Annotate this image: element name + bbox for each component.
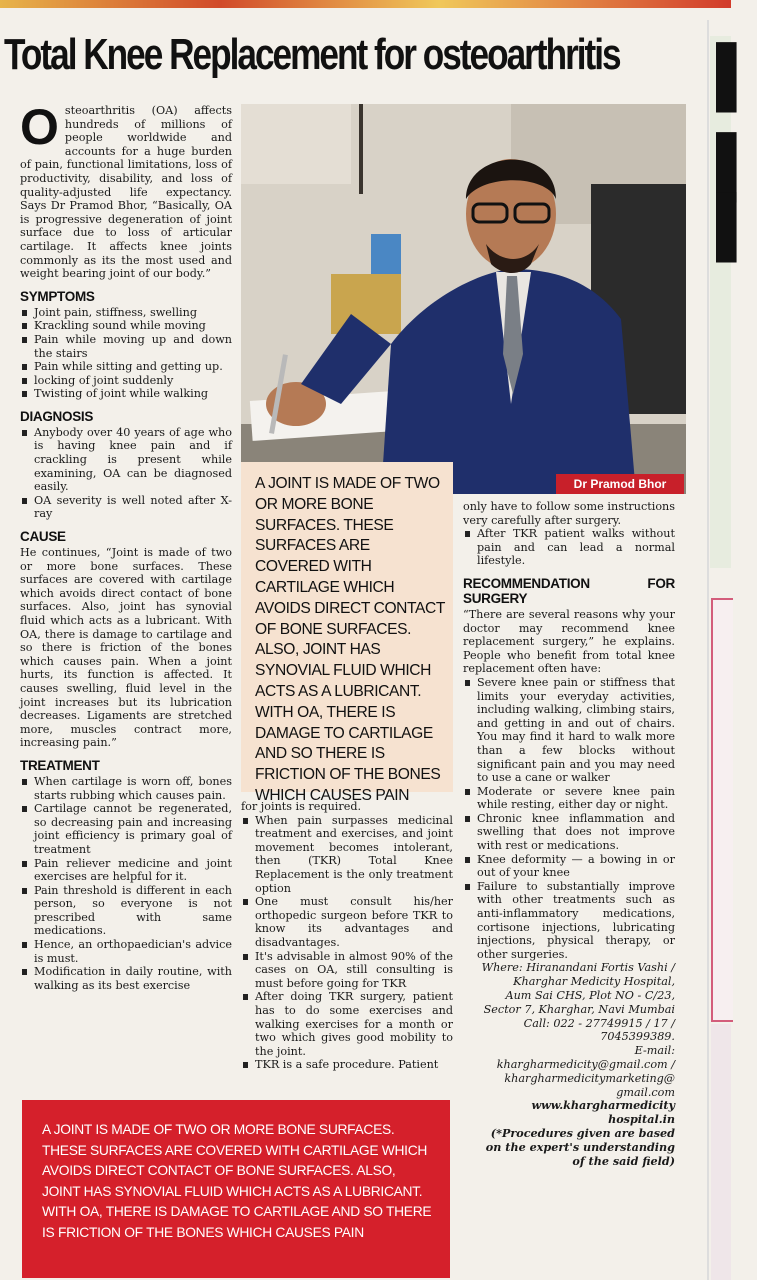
address-line: 7045399389.	[600, 1030, 675, 1044]
doctor-illustration-icon	[241, 104, 686, 494]
intro-paragraph	[20, 99, 232, 281]
diagnosis-list	[20, 426, 232, 521]
column-3	[463, 500, 675, 1168]
list-item: Failure to substantially improve with other treatments such as anti-inflammatory medications, cortisone injections, lubricating injections, physical therapy, or other surgeries.	[463, 880, 675, 962]
list-item: Chronic knee inflammation and swelling that does not improve with rest or medications.	[463, 812, 675, 853]
tkr-list	[241, 814, 453, 1072]
symptoms-list	[20, 306, 232, 401]
address-line: khargharmedicitymarketing@	[504, 1071, 675, 1085]
address-line: Kharghar Medicity Hospital,	[513, 975, 675, 989]
list-item: One must consult his/her orthopedic surgeon before TKR to know its advantages and disadvantages.	[241, 895, 453, 949]
adjacent-article-strip	[710, 36, 757, 568]
address-line: Where: Hiranandani Fortis Vashi /	[481, 961, 675, 975]
list-item: After TKR patient walks without pain and can lead a normal lifestyle.	[463, 527, 675, 568]
top-color-bar	[0, 0, 731, 8]
list-item: Anybody over 40 years of age who is having knee pain and if crackling is present while examining, OA can be diagnosed easily.	[20, 426, 232, 494]
address-line: Call: 022 - 27749915 / 17 /	[523, 1016, 675, 1030]
adjacent-box	[711, 1024, 731, 1280]
adjacent-box	[711, 598, 733, 1022]
list-item: locking of joint suddenly	[20, 374, 232, 388]
headline: Total Knee Replacement for osteoarthritis	[4, 30, 620, 79]
recommendation-heading: RECOMMENDATION FOR SURGERY	[463, 575, 675, 606]
cause-text: He continues, “Joint is made of two or more bone surfaces. These surfaces are covered with cartilage which avoids direct contact of bone surfaces. Also, joint has synovial fluid which acts as a lubricant. With OA, there is damage to cartilage and so there is friction of the bones which causes pain. When a joint hurts, its function is affected. It causes swelling, fluid level in the joint increases but its lubrication decreases. Ligaments are stretched more, muscles contract more, increasing pain.”	[20, 546, 232, 750]
list-item: Pain threshold is different in each person, so everyone is not prescribed with same medications.	[20, 884, 232, 938]
recommendation-text: “There are several reasons why your doctor may recommend knee replacement surgery,” he explains. People who benefit from total knee replacement often have:	[463, 607, 675, 676]
address-line: of the said field)	[572, 1153, 675, 1168]
address-line: E-mail:	[634, 1044, 675, 1058]
list-item: Modification in daily routine, with walking as its best exercise	[20, 965, 232, 992]
bottom-quote-box	[22, 1100, 450, 1278]
photo-caption: Dr Pramod Bhor	[556, 474, 684, 494]
treatment-list	[20, 775, 232, 993]
address-line: www.khargharmedicity	[531, 1098, 675, 1113]
address-line: Sector 7, Kharghar, Navi Mumbai	[483, 1002, 675, 1016]
pull-quote-text: A JOINT IS MADE OF TWO OR MORE BONE SURFACES. THESE SURFACES ARE COVERED WITH CARTILAGE WHICH AVOIDS DIRECT CONTACT OF BONE SURFACES. ALSO, JOINT HAS SYNOVIAL FLUID WHICH ACTS AS A LUBRICANT. WITH OA, THERE IS DAMAGE TO CARTILAGE AND SO THERE IS FRICTION OF THE BONES WHICH CAUSES PAIN	[255, 475, 445, 804]
column-2-lead: for joints is required.	[241, 800, 362, 813]
recommendation-list	[463, 676, 675, 961]
list-item: Cartilage cannot be regenerated, so decreasing pain and increasing joint efficiency is primary goal of treatment	[20, 802, 232, 856]
list-item: Pain while moving up and down the stairs	[20, 333, 232, 360]
list-item: Twisting of joint while walking	[20, 387, 232, 401]
list-item: Severe knee pain or stiffness that limits your everyday activities, including walking, climbing stairs, and getting in and out of chairs. You may find it hard to walk more than a few blocks without significant pain and you may need to use a cane or walker	[463, 676, 675, 785]
bottom-quote-text: A JOINT IS MADE OF TWO OR MORE BONE SURFACES. THESE SURFACES ARE COVERED WITH CARTILAGE WHICH AVOIDS DIRECT CONTACT OF BONE SURFACES. ALSO, JOINT HAS SYNOVIAL FLUID WHICH ACTS AS A LUBRICANT. WITH OA, THERE IS DAMAGE TO CARTILAGE AND SO THERE IS FRICTION OF THE BONES WHICH CAUSES PAIN	[42, 1122, 432, 1240]
hospital-address	[463, 961, 675, 1168]
list-item: Hence, an orthopaedician's advice is must.	[20, 938, 232, 965]
treatment-heading: TREATMENT	[20, 757, 100, 773]
column-3-lead: only have to follow some instructions very carefully after surgery.	[463, 500, 675, 527]
adjacent-headline-fragment-icon: ▌	[716, 43, 757, 108]
pull-quote-box	[241, 462, 453, 804]
list-item: OA severity is well noted after X-ray	[20, 494, 232, 521]
list-item: When cartilage is worn off, bones starts rubbing which causes pain.	[20, 775, 232, 802]
list-item: Krackling sound while moving	[20, 319, 232, 333]
list-item: Moderate or severe knee pain while resting, either day or night.	[463, 785, 675, 812]
drop-cap: O	[20, 99, 59, 155]
doctor-photo	[241, 104, 686, 494]
list-item: Pain while sitting and getting up.	[20, 360, 232, 374]
list-item: It's advisable in almost 90% of the cases on OA, still consulting is must before going for TKR	[241, 950, 453, 991]
symptoms-heading: SYMPTOMS	[20, 288, 95, 304]
list-item: When pain surpasses medicinal treatment and exercises, and joint movement becomes intolerant, then (TKR) Total Knee Replacement is the only treatment option	[241, 814, 453, 896]
cause-heading: CAUSE	[20, 529, 66, 545]
column-2	[241, 800, 453, 1072]
list-item: Knee deformity — a bowing in or out of your knee	[463, 853, 675, 880]
address-line: on the expert's understanding	[485, 1139, 675, 1154]
after-tkr-list	[463, 527, 675, 568]
adjacent-headline-fragment-icon: ▌	[716, 193, 757, 258]
list-item: TKR is a safe procedure. Patient	[241, 1058, 453, 1072]
intro-text: steoarthritis (OA) affects hundreds of millions of people worldwide and accounts for a huge burden of pain, functional limitations, loss of productivity, disability, and loss of quality-adjusted life expectancy. Says Dr Pramod Bhor, “Basically, OA is progressive degeneration of joint surface due to loss of articular cartilage. It affects knee joints commonly as its the most used and weight bearing joint of our body.”	[20, 104, 232, 281]
diagnosis-heading: DIAGNOSIS	[20, 408, 94, 424]
address-line: Aum Sai CHS, Plot NO - C/23,	[505, 989, 675, 1002]
address-line: khargharmedicity@gmail.com /	[496, 1057, 675, 1071]
column-divider	[707, 20, 709, 1280]
column-1	[20, 99, 232, 992]
adjacent-headline-fragment-icon: ▌	[716, 133, 757, 198]
list-item: Joint pain, stiffness, swelling	[20, 306, 232, 320]
list-item: After doing TKR surgery, patient has to do some exercises and walking exercises for a month or two which gives good mobility to the joint.	[241, 990, 453, 1058]
list-item: Pain reliever medicine and joint exercises are helpful for it.	[20, 857, 232, 884]
address-line: hospital.in	[608, 1112, 675, 1127]
address-line: gmail.com	[616, 1085, 675, 1099]
address-line: (*Procedures given are based	[490, 1125, 675, 1140]
